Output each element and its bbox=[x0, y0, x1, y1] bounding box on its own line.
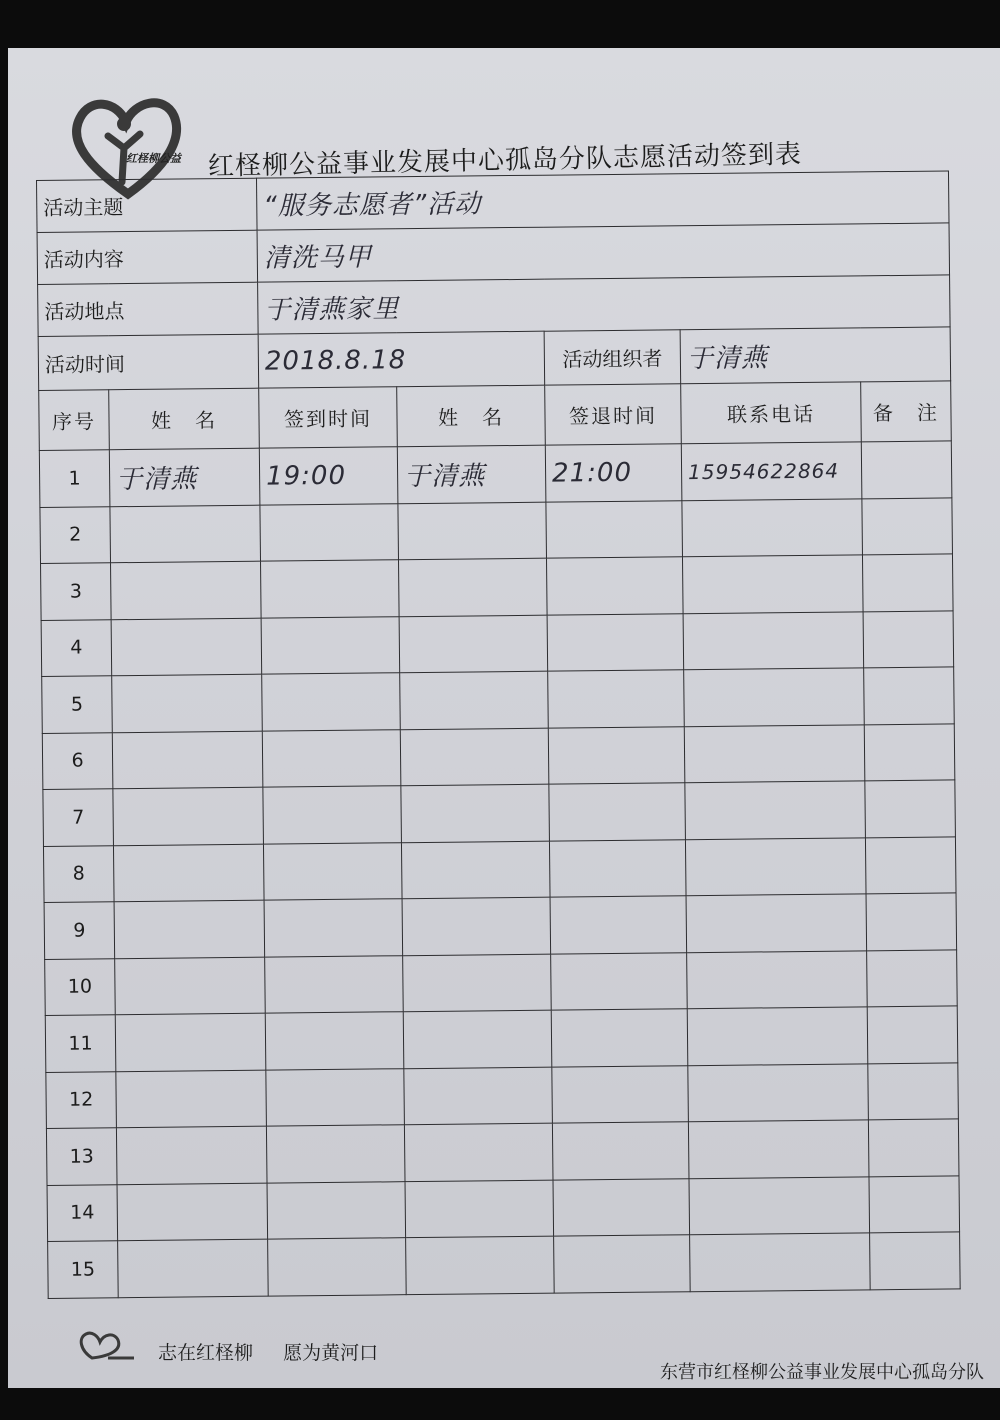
cell-no: 2 bbox=[40, 506, 111, 563]
cell-no: 12 bbox=[46, 1071, 117, 1128]
cell-name-in bbox=[115, 957, 266, 1015]
cell-note bbox=[867, 1006, 958, 1063]
cell-note bbox=[862, 497, 953, 554]
cell-time-out bbox=[551, 952, 688, 1010]
cell-phone: 15954622864 bbox=[681, 442, 862, 500]
table-row bbox=[47, 1175, 960, 1241]
cell-time-in bbox=[268, 1238, 407, 1296]
time-label: 活动时间 bbox=[38, 334, 259, 390]
col-header-no: 序号 bbox=[39, 390, 110, 451]
cell-no: 5 bbox=[42, 676, 113, 733]
footer-org: 东营市红柽柳公益事业发展中心孤岛分队 bbox=[660, 1362, 984, 1383]
cell-name-in bbox=[112, 674, 263, 732]
cell-no: 10 bbox=[45, 958, 116, 1015]
cell-note bbox=[867, 949, 958, 1006]
col-header-note: 备 注 bbox=[861, 381, 952, 442]
table-row bbox=[42, 723, 955, 789]
cell-name-out bbox=[398, 502, 547, 560]
col-header-name-out: 姓 名 bbox=[397, 385, 546, 447]
table-row bbox=[39, 441, 952, 507]
footer-logo-icon bbox=[78, 1328, 138, 1364]
cell-note bbox=[861, 441, 952, 498]
cell-name-out bbox=[400, 728, 549, 786]
cell-no: 14 bbox=[47, 1184, 118, 1241]
cell-time-out bbox=[546, 557, 683, 615]
cell-phone bbox=[683, 611, 864, 669]
cell-note bbox=[865, 780, 956, 837]
cell-phone bbox=[688, 1063, 869, 1121]
cell-name-out: 于清燕 bbox=[397, 445, 546, 503]
cell-name-in bbox=[111, 561, 262, 619]
cell-no: 1 bbox=[39, 450, 110, 507]
cell-note bbox=[868, 1062, 959, 1119]
theme-value: “服务志愿者”活动 bbox=[256, 171, 949, 230]
cell-phone bbox=[689, 1176, 870, 1234]
cell-phone bbox=[687, 950, 868, 1008]
col-header-time-in: 签到时间 bbox=[259, 387, 398, 448]
cell-name-out bbox=[400, 671, 549, 729]
cell-time-out bbox=[552, 1065, 689, 1123]
cell-name-out bbox=[402, 897, 551, 955]
table-row bbox=[43, 836, 956, 902]
cell-phone bbox=[685, 781, 866, 839]
cell-no: 15 bbox=[48, 1241, 119, 1298]
cell-phone bbox=[682, 498, 863, 556]
cell-name-in bbox=[113, 787, 264, 845]
cell-note bbox=[862, 554, 953, 611]
cell-no: 8 bbox=[43, 845, 114, 902]
cell-time-in bbox=[265, 955, 404, 1013]
cell-time-in bbox=[260, 503, 399, 561]
content-value: 清洗马甲 bbox=[257, 223, 950, 282]
col-header-phone: 联系电话 bbox=[681, 382, 862, 444]
sign-in-sheet-paper bbox=[8, 48, 1000, 1388]
cell-time-out bbox=[548, 670, 685, 728]
cell-note bbox=[868, 1119, 959, 1176]
table-row bbox=[43, 780, 956, 846]
cell-name-in bbox=[117, 1183, 268, 1241]
table-row bbox=[40, 497, 953, 563]
cell-time-in: 19:00 bbox=[259, 447, 398, 505]
time-value: 2018.8.18 bbox=[258, 331, 545, 388]
cell-time-out bbox=[550, 896, 687, 954]
cell-phone bbox=[685, 837, 866, 895]
cell-phone bbox=[688, 1120, 869, 1178]
cell-note bbox=[870, 1232, 961, 1289]
theme-label: 活动主题 bbox=[37, 178, 258, 232]
content-row bbox=[37, 223, 950, 285]
cell-time-in bbox=[263, 786, 402, 844]
table-header-row bbox=[39, 381, 952, 451]
cell-name-in bbox=[114, 900, 265, 958]
table-body bbox=[39, 441, 960, 1298]
slogan-2: 愿为黄河口 bbox=[283, 1342, 379, 1364]
logo-text: 红柽柳公益 bbox=[126, 152, 181, 165]
cell-time-in bbox=[262, 673, 401, 731]
cell-time-in bbox=[263, 842, 402, 900]
cell-time-in bbox=[265, 1012, 404, 1070]
cell-no: 6 bbox=[42, 732, 113, 789]
col-header-name-in: 姓 名 bbox=[109, 388, 260, 450]
cell-time-in bbox=[261, 616, 400, 674]
cell-phone bbox=[684, 668, 865, 726]
cell-no: 13 bbox=[46, 1128, 117, 1185]
cell-name-out bbox=[401, 841, 550, 899]
cell-time-out bbox=[546, 500, 683, 558]
cell-name-out bbox=[406, 1236, 555, 1294]
cell-time-in bbox=[262, 729, 401, 787]
cell-name-in bbox=[113, 844, 264, 902]
time-row bbox=[38, 327, 951, 391]
organizer-value: 于清燕 bbox=[680, 327, 951, 384]
table-row bbox=[41, 610, 954, 676]
cell-name-in bbox=[112, 731, 263, 789]
cell-name-in bbox=[110, 505, 261, 563]
cell-phone bbox=[682, 555, 863, 613]
cell-no: 9 bbox=[44, 902, 115, 959]
cell-phone bbox=[684, 724, 865, 782]
cell-name-in: 于清燕 bbox=[109, 448, 260, 506]
cell-name-in bbox=[116, 1070, 267, 1128]
place-label: 活动地点 bbox=[38, 282, 259, 336]
cell-time-in bbox=[267, 1181, 406, 1239]
cell-time-out bbox=[549, 839, 686, 897]
cell-time-in bbox=[264, 899, 403, 957]
cell-name-out bbox=[404, 1123, 553, 1181]
cell-name-out bbox=[405, 1180, 554, 1238]
cell-note bbox=[864, 667, 955, 724]
cell-name-out bbox=[401, 784, 550, 842]
cell-name-out bbox=[404, 1067, 553, 1125]
cell-note bbox=[865, 836, 956, 893]
table-row bbox=[48, 1232, 961, 1298]
cell-time-in bbox=[261, 560, 400, 618]
footer-slogan bbox=[158, 1338, 402, 1365]
cell-name-in bbox=[116, 1126, 267, 1184]
cell-no: 7 bbox=[43, 789, 114, 846]
content-label: 活动内容 bbox=[37, 230, 258, 284]
cell-no: 11 bbox=[45, 1015, 116, 1072]
cell-name-out bbox=[403, 1010, 552, 1068]
cell-note bbox=[866, 893, 957, 950]
cell-time-out bbox=[547, 613, 684, 671]
cell-name-in bbox=[115, 1013, 266, 1071]
place-row bbox=[38, 275, 951, 337]
table-row bbox=[45, 949, 958, 1015]
cell-name-in bbox=[111, 618, 262, 676]
cell-name-out bbox=[403, 954, 552, 1012]
cell-time-out bbox=[554, 1235, 691, 1293]
cell-phone bbox=[686, 894, 867, 952]
cell-name-in bbox=[118, 1239, 269, 1297]
table-row bbox=[44, 893, 957, 959]
table-row bbox=[41, 554, 954, 620]
cell-time-out bbox=[548, 726, 685, 784]
page-title: 红柽柳公益事业发展中心孤岛分队志愿活动签到表 bbox=[207, 139, 803, 182]
cell-note bbox=[863, 610, 954, 667]
table-row bbox=[46, 1119, 959, 1185]
cell-time-out bbox=[551, 1009, 688, 1067]
table-row bbox=[46, 1062, 959, 1128]
organizer-label: 活动组织者 bbox=[544, 330, 681, 385]
cell-note bbox=[869, 1175, 960, 1232]
cell-time-in bbox=[266, 1068, 405, 1126]
cell-time-out: 21:00 bbox=[545, 444, 682, 502]
table-row bbox=[45, 1006, 958, 1072]
cell-time-in bbox=[266, 1125, 405, 1183]
cell-time-out bbox=[553, 1178, 690, 1236]
cell-name-out bbox=[399, 615, 548, 673]
cell-note bbox=[864, 723, 955, 780]
cell-time-out bbox=[552, 1122, 689, 1180]
col-header-time-out: 签退时间 bbox=[545, 384, 682, 445]
sign-in-table bbox=[36, 170, 960, 1287]
table-row bbox=[42, 667, 955, 733]
cell-time-out bbox=[549, 783, 686, 841]
slogan-1: 志在红柽柳 bbox=[158, 1342, 254, 1364]
place-value: 于清燕家里 bbox=[258, 275, 951, 334]
cell-name-out bbox=[398, 558, 547, 616]
cell-no: 4 bbox=[41, 619, 112, 676]
cell-phone bbox=[690, 1233, 871, 1291]
cell-no: 3 bbox=[41, 563, 112, 620]
theme-row bbox=[37, 171, 950, 233]
cell-phone bbox=[687, 1007, 868, 1065]
